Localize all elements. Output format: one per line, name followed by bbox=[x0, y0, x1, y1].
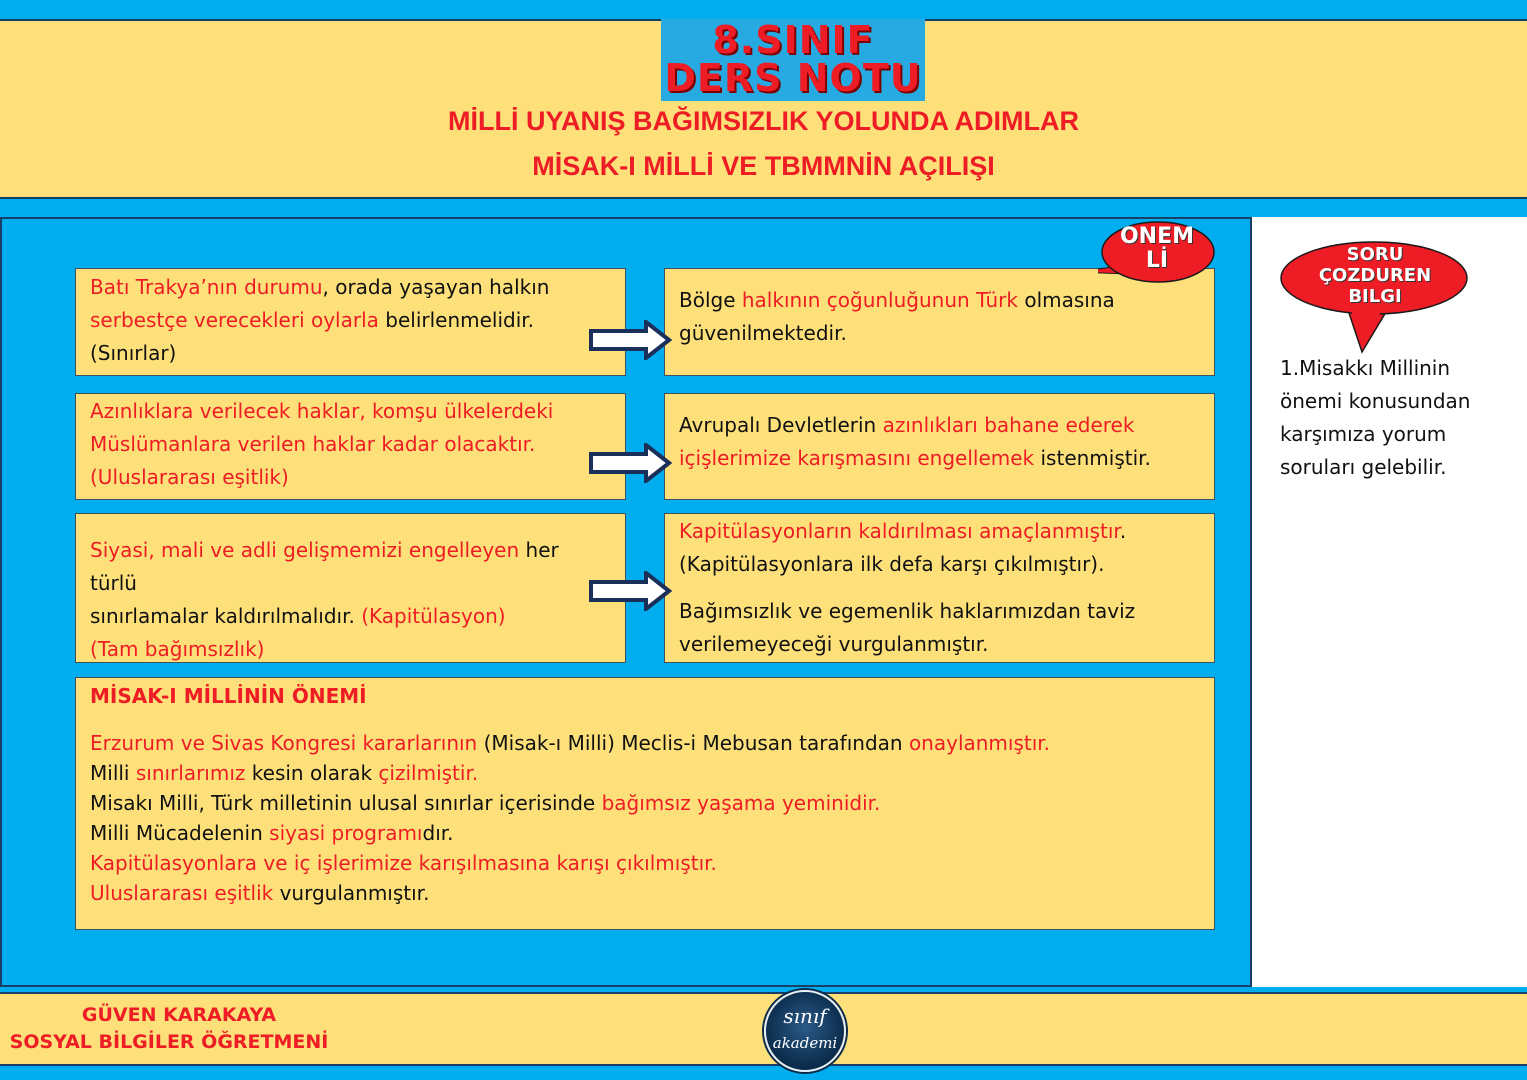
body-text: vurgulanmıştır. bbox=[273, 881, 430, 905]
highlight-text: Uluslararası eşitlik bbox=[90, 881, 274, 905]
body-text: verilemeyeceği vurgulanmıştır. bbox=[679, 632, 989, 656]
text-line bbox=[679, 595, 1200, 628]
tip-label-1: SORU bbox=[1346, 244, 1404, 265]
highlight-text: azınlıkları bahane ederek bbox=[882, 413, 1135, 437]
text-line bbox=[679, 317, 1200, 350]
text-line bbox=[679, 628, 1200, 661]
text-line bbox=[90, 878, 1200, 908]
text-line bbox=[90, 758, 1200, 788]
body-text: , orada yaşayan halkın bbox=[322, 275, 550, 299]
right-arrow-icon bbox=[588, 443, 672, 483]
content-box-left bbox=[75, 393, 626, 500]
highlight-text: Kapitülasyonların kaldırılması amaçlanmıştır bbox=[679, 519, 1120, 543]
tip-label-2: ÇOZDUREN bbox=[1318, 265, 1432, 286]
highlight-text: bağımsız yaşama yeminidir. bbox=[601, 791, 881, 815]
body-text: Avrupalı Devletlerin bbox=[679, 413, 883, 437]
badge-line-2: DERS NOTU bbox=[664, 56, 922, 100]
badge-line-1: 8.SINIF bbox=[712, 18, 874, 62]
teacher-role: SOSYAL BİLGİLER ÖĞRETMENİ bbox=[9, 1031, 329, 1053]
significance-heading: MİSAK-I MİLLİNİN ÖNEMİ bbox=[90, 684, 367, 708]
right-arrow-icon bbox=[588, 571, 672, 611]
body-text: istenmiştir. bbox=[1034, 446, 1151, 470]
highlight-text: (Tam bağımsızlık) bbox=[90, 637, 265, 661]
text-line bbox=[90, 304, 611, 337]
significance-list bbox=[90, 728, 1200, 908]
content-box-right bbox=[664, 393, 1215, 500]
text-line bbox=[90, 728, 1200, 758]
important-bubble bbox=[1098, 220, 1216, 286]
text-line bbox=[90, 337, 611, 370]
highlight-text: Müslümanlara verilen haklar kadar olacaktır. bbox=[90, 432, 536, 456]
highlight-text: çizilmiştir. bbox=[378, 761, 479, 785]
body-text: kesin olarak bbox=[245, 761, 379, 785]
text-line bbox=[679, 409, 1200, 442]
highlight-text: (Kapitülasyon) bbox=[361, 604, 506, 628]
text-line bbox=[90, 818, 1200, 848]
highlight-text: Kapitülasyonlara ve iç işlerimize karışılmasına karışı çıkılmıştır. bbox=[90, 851, 717, 875]
teacher-name: GÜVEN KARAKAYA bbox=[81, 1004, 277, 1026]
highlight-text: onaylanmıştır. bbox=[908, 731, 1051, 755]
body-text: Milli bbox=[90, 761, 136, 785]
text-line bbox=[679, 284, 1200, 317]
text-line bbox=[90, 395, 611, 428]
content-box-left bbox=[75, 268, 626, 376]
text-line bbox=[90, 848, 1200, 878]
body-text: Bağımsızlık ve egemenlik haklarımızdan taviz bbox=[679, 599, 1136, 623]
content-box-right bbox=[664, 513, 1215, 663]
body-text: Milli Mücadelenin bbox=[90, 821, 270, 845]
tip-bubble bbox=[1278, 240, 1472, 355]
important-label-1: ONEM bbox=[1119, 224, 1195, 249]
highlight-text: Azınlıklara verilecek haklar, komşu ülkelerdeki bbox=[90, 399, 554, 423]
body-text: Misakı Milli, Türk milletinin ulusal sınırlar içerisinde bbox=[90, 791, 602, 815]
significance-box bbox=[75, 677, 1215, 930]
text-line bbox=[90, 428, 611, 461]
body-text: (Kapitülasyonlara ilk defa karşı çıkılmıştır). bbox=[679, 552, 1105, 576]
important-label-2: Lİ bbox=[1145, 248, 1169, 273]
grade-badge bbox=[661, 19, 925, 101]
body-text: . bbox=[1119, 519, 1127, 543]
text-line bbox=[90, 534, 611, 600]
highlight-text: Siyasi, mali ve adli gelişmemizi engelleyen bbox=[90, 538, 520, 562]
body-text: Bölge bbox=[679, 288, 742, 312]
highlight-text: sınırlarımız bbox=[135, 761, 246, 785]
text-line bbox=[90, 271, 611, 304]
tip-label-3: BILGI bbox=[1348, 286, 1402, 307]
text-line bbox=[90, 600, 611, 633]
body-text: her türlü bbox=[90, 538, 559, 595]
page-subtitle: MİSAK-I MİLLİ VE TBMMNİN AÇILIŞI bbox=[532, 151, 995, 181]
logo-text-bottom: akademi bbox=[772, 1034, 838, 1052]
highlight-text: serbestçe verecekleri oylarla bbox=[90, 308, 379, 332]
page-title: MİLLİ UYANIŞ BAĞIMSIZLIK YOLUNDA ADIMLAR bbox=[448, 106, 1079, 136]
highlight-text: Erzurum ve Sivas Kongresi kararlarının bbox=[90, 731, 478, 755]
highlight-text: içişlerimize karışmasını engellemek bbox=[679, 446, 1035, 470]
body-text: sınırlamalar kaldırılmalıdır. bbox=[90, 604, 362, 628]
sinif-akademi-logo bbox=[764, 990, 846, 1072]
body-text: belirlenmelidir. bbox=[378, 308, 535, 332]
highlight-text: (Uluslararası eşitlik) bbox=[90, 465, 289, 489]
text-line bbox=[90, 633, 611, 666]
body-text: (Misak-ı Milli) Meclis-i Mebusan tarafından bbox=[477, 731, 909, 755]
side-note-text: 1.Misakkı Millinin önemi konusundan karşımıza yorum soruları gelebilir. bbox=[1280, 356, 1471, 479]
text-line bbox=[679, 442, 1200, 475]
body-text: olmasına bbox=[1018, 288, 1115, 312]
text-line bbox=[679, 548, 1200, 581]
highlight-text: siyasi programı bbox=[269, 821, 423, 845]
logo-text-top: sınıf bbox=[783, 1004, 827, 1028]
highlight-text: Batı Trakya’nın durumu bbox=[90, 275, 323, 299]
text-line bbox=[90, 461, 611, 494]
text-line bbox=[90, 788, 1200, 818]
right-arrow-icon bbox=[588, 320, 672, 360]
body-text: dır. bbox=[422, 821, 454, 845]
highlight-text: halkının çoğunluğunun Türk bbox=[741, 288, 1018, 312]
text-line bbox=[679, 515, 1200, 548]
content-box-left bbox=[75, 513, 626, 663]
body-text: (Sınırlar) bbox=[90, 341, 177, 365]
body-text: güvenilmektedir. bbox=[679, 321, 847, 345]
